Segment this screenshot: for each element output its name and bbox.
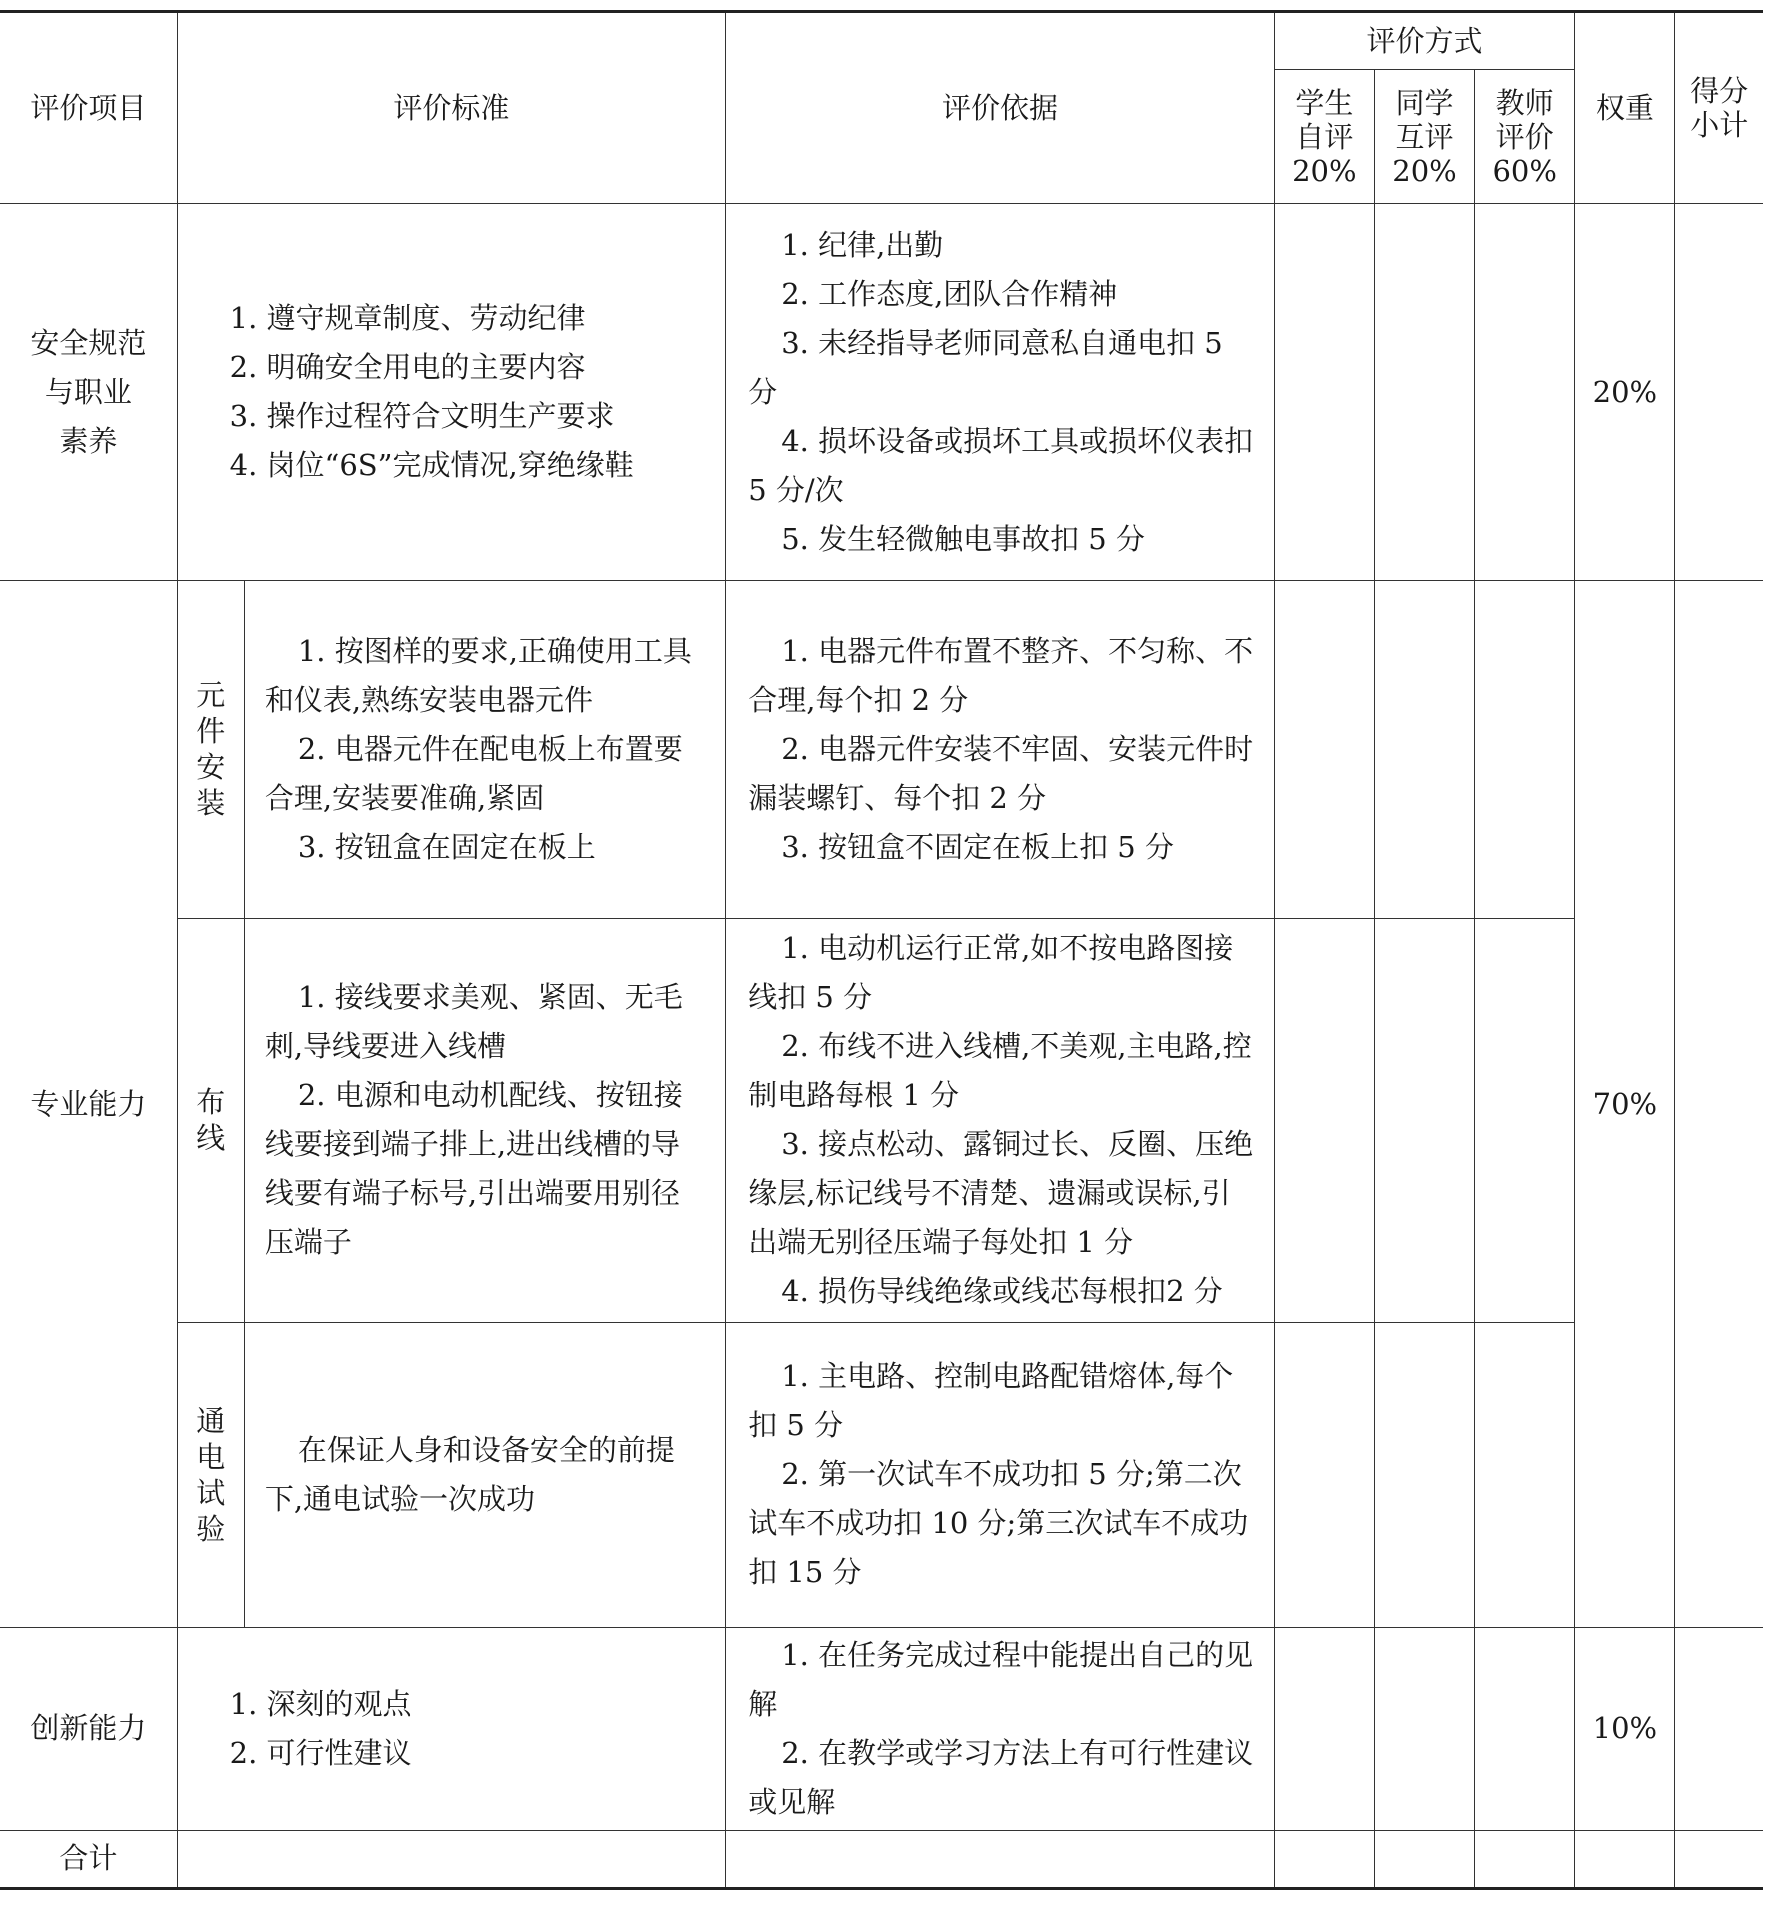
- wiring-basis-3: 3. 接点松动、露铜过长、反圈、压绝缘层,标记线号不清楚、遗漏或误标,引出端无别径压端子每处扣 1 分: [748, 1127, 1254, 1260]
- header-self-line-1: 学生: [1295, 85, 1354, 120]
- test-self-score[interactable]: [1274, 1323, 1374, 1628]
- header-self: [1274, 70, 1374, 204]
- install-standard-1: 1. 按图样的要求,正确使用工具和仪表,熟练安装电器元件: [264, 633, 692, 717]
- total-subtotal[interactable]: [1675, 1830, 1763, 1888]
- install-standard-2: 2. 电器元件在配电板上布置要合理,安装要准确,紧固: [264, 731, 683, 815]
- test-subitem: [177, 1323, 244, 1628]
- row-install: [0, 581, 1763, 919]
- install-sub-char-3: 安: [196, 750, 226, 785]
- professional-subtotal[interactable]: [1675, 581, 1763, 1628]
- safety-basis-4: 4. 损坏设备或损坏工具或损坏仪表扣 5 分/次: [748, 423, 1254, 507]
- total-weight: [1575, 1830, 1675, 1888]
- install-teacher-score[interactable]: [1475, 581, 1575, 919]
- innovation-basis-2: 2. 在教学或学习方法上有可行性建议或见解: [748, 1735, 1254, 1819]
- wiring-sub-char-1: 布: [196, 1085, 226, 1120]
- header-peer-line-2: 互评: [1395, 119, 1454, 154]
- innovation-subtotal[interactable]: [1675, 1627, 1763, 1830]
- safety-basis-1: 1. 纪律,出勤: [781, 227, 944, 262]
- safety-item-line-3: 素养: [59, 423, 118, 458]
- total-peer-score[interactable]: [1374, 1830, 1474, 1888]
- wiring-teacher-score[interactable]: [1475, 918, 1575, 1322]
- wiring-basis-2: 2. 布线不进入线槽,不美观,主电路,控制电路每根 1 分: [748, 1029, 1252, 1113]
- innovation-standard-2: 2. 可行性建议: [229, 1735, 412, 1770]
- install-standard: [244, 581, 725, 919]
- innovation-peer-score[interactable]: [1374, 1627, 1474, 1830]
- header-method: 评价方式: [1274, 12, 1575, 70]
- header-row: [0, 12, 1763, 70]
- safety-standard-4: 4. 岗位“6S”完成情况,穿绝缘鞋: [229, 448, 634, 483]
- wiring-basis: [726, 918, 1275, 1322]
- test-basis-1: 1. 主电路、控制电路配错熔体,每个扣 5 分: [748, 1359, 1234, 1443]
- install-sub-char-2: 件: [196, 714, 226, 749]
- wiring-basis-4: 4. 损伤导线绝缘或线芯每根扣2 分: [781, 1274, 1223, 1309]
- install-sub-char-4: 装: [196, 786, 226, 821]
- safety-basis-2: 2. 工作态度,团队合作精神: [781, 276, 1118, 311]
- safety-standard-2: 2. 明确安全用电的主要内容: [229, 350, 586, 385]
- test-standard-1: 在保证人身和设备安全的前提下,通电试验一次成功: [264, 1432, 675, 1516]
- total-teacher-score[interactable]: [1475, 1830, 1575, 1888]
- test-basis-2: 2. 第一次试车不成功扣 5 分;第二次试车不成功扣 10 分;第三次试车不成功扣 15 分: [748, 1457, 1249, 1590]
- innovation-self-score[interactable]: [1274, 1627, 1374, 1830]
- safety-teacher-score[interactable]: [1475, 204, 1575, 581]
- safety-item-line-1: 安全规范: [30, 325, 147, 360]
- wiring-basis-1: 1. 电动机运行正常,如不按电路图接线扣 5 分: [748, 931, 1234, 1015]
- header-teacher: [1475, 70, 1575, 204]
- test-sub-char-1: 通: [196, 1403, 226, 1438]
- header-peer: [1374, 70, 1474, 204]
- install-self-score[interactable]: [1274, 581, 1374, 919]
- header-basis: 评价依据: [726, 12, 1275, 204]
- wiring-subitem: [177, 918, 244, 1322]
- innovation-item: 创新能力: [0, 1627, 177, 1830]
- total-standard: [177, 1830, 726, 1888]
- header-peer-line-3: 20%: [1392, 153, 1457, 188]
- safety-item: [0, 204, 177, 581]
- safety-weight: 20%: [1575, 204, 1675, 581]
- install-standard-3: 3. 按钮盒在固定在板上: [297, 829, 596, 864]
- header-teacher-line-2: 评价: [1495, 119, 1554, 154]
- install-basis: [726, 581, 1275, 919]
- safety-basis: [726, 204, 1275, 581]
- safety-item-line-2: 与职业: [44, 374, 132, 409]
- wiring-standard-2: 2. 电源和电动机配线、按钮接线要接到端子排上,进出线槽的导线要有端子标号,引出端要用别径压端子: [264, 1078, 683, 1260]
- header-teacher-line-3: 60%: [1492, 153, 1557, 188]
- header-self-line-3: 20%: [1292, 153, 1357, 188]
- row-total: [0, 1830, 1763, 1888]
- install-subitem: [177, 581, 244, 919]
- test-basis: [726, 1323, 1275, 1628]
- total-item: 合计: [0, 1830, 177, 1888]
- test-sub-char-3: 试: [196, 1475, 226, 1510]
- test-sub-char-2: 电: [196, 1439, 226, 1474]
- row-safety: [0, 204, 1763, 581]
- wiring-peer-score[interactable]: [1374, 918, 1474, 1322]
- row-test: [0, 1323, 1763, 1628]
- safety-standard-3: 3. 操作过程符合文明生产要求: [229, 399, 615, 434]
- safety-peer-score[interactable]: [1374, 204, 1474, 581]
- safety-basis-3: 3. 未经指导老师同意私自通电扣 5 分: [748, 325, 1223, 409]
- test-peer-score[interactable]: [1374, 1323, 1474, 1628]
- safety-self-score[interactable]: [1274, 204, 1374, 581]
- header-teacher-line-1: 教师: [1495, 85, 1554, 120]
- test-standard: [244, 1323, 725, 1628]
- total-basis: [726, 1830, 1275, 1888]
- innovation-standard: [177, 1627, 726, 1830]
- innovation-weight: 10%: [1575, 1627, 1675, 1830]
- row-innovation: [0, 1627, 1763, 1830]
- safety-standard: [177, 204, 726, 581]
- evaluation-table: [0, 10, 1763, 1890]
- header-standard: 评价标准: [177, 12, 726, 204]
- professional-weight: 70%: [1575, 581, 1675, 1628]
- innovation-standard-1: 1. 深刻的观点: [229, 1686, 412, 1721]
- safety-basis-5: 5. 发生轻微触电事故扣 5 分: [781, 521, 1145, 556]
- wiring-self-score[interactable]: [1274, 918, 1374, 1322]
- test-teacher-score[interactable]: [1475, 1323, 1575, 1628]
- header-score-line-1: 得分: [1690, 74, 1749, 109]
- header-score: [1675, 12, 1763, 204]
- wiring-standard-1: 1. 接线要求美观、紧固、无毛刺,导线要进入线槽: [264, 980, 683, 1064]
- install-basis-1: 1. 电器元件布置不整齐、不匀称、不合理,每个扣 2 分: [748, 633, 1254, 717]
- safety-subtotal[interactable]: [1675, 204, 1763, 581]
- header-score-line-2: 小计: [1690, 108, 1749, 143]
- install-basis-2: 2. 电器元件安装不牢固、安装元件时漏装螺钉、每个扣 2 分: [748, 731, 1254, 815]
- wiring-sub-char-2: 线: [196, 1121, 226, 1156]
- innovation-basis: [726, 1627, 1275, 1830]
- test-sub-char-4: 验: [196, 1511, 226, 1546]
- header-weight: 权重: [1575, 12, 1675, 204]
- total-self-score[interactable]: [1274, 1830, 1374, 1888]
- innovation-teacher-score[interactable]: [1475, 1627, 1575, 1830]
- header-peer-line-1: 同学: [1395, 85, 1454, 120]
- safety-standard-1: 1. 遵守规章制度、劳动纪律: [229, 301, 586, 336]
- install-basis-3: 3. 按钮盒不固定在板上扣 5 分: [781, 829, 1174, 864]
- innovation-basis-1: 1. 在任务完成过程中能提出自己的见解: [748, 1637, 1254, 1721]
- install-sub-char-1: 元: [196, 678, 226, 713]
- header-self-line-2: 自评: [1295, 119, 1354, 154]
- header-item: 评价项目: [0, 12, 177, 204]
- wiring-standard: [244, 918, 725, 1322]
- install-peer-score[interactable]: [1374, 581, 1474, 919]
- row-wiring: [0, 918, 1763, 1322]
- professional-item: 专业能力: [0, 581, 177, 1628]
